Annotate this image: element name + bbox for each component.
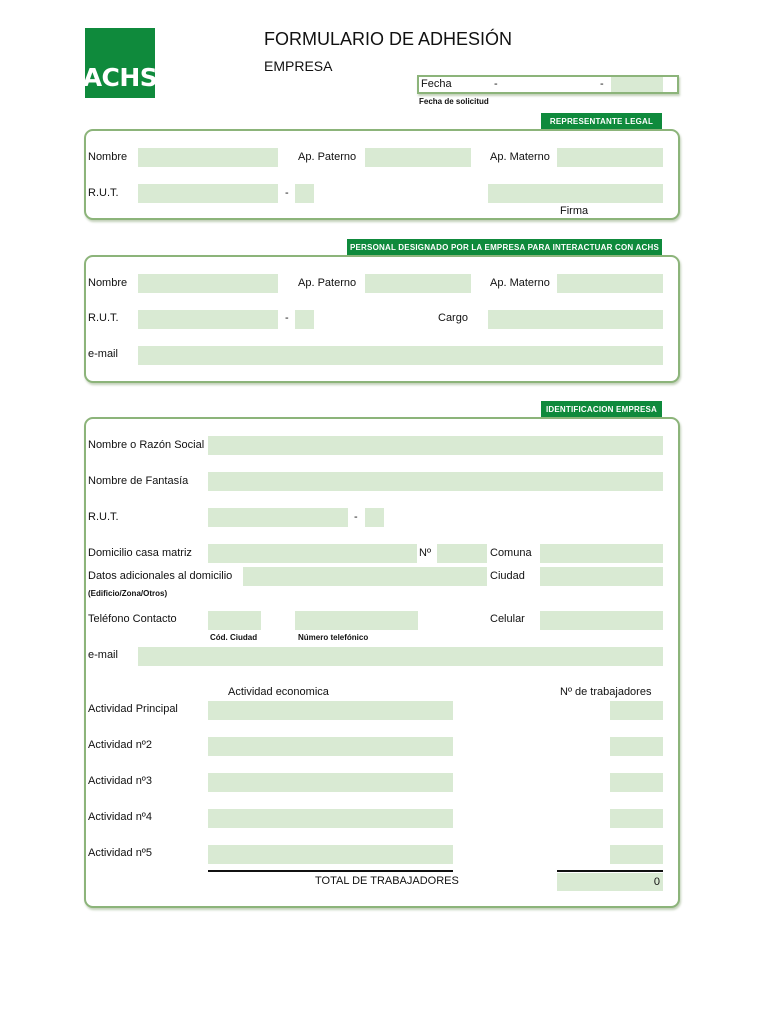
company-cod-ciudad-input[interactable] (208, 611, 261, 630)
company-comuna-input[interactable] (540, 544, 663, 563)
contact-email-label: e-mail (88, 348, 118, 360)
contact-tag: PERSONAL DESIGNADO POR LA EMPRESA PARA INTERACTUAR CON ACHS (347, 239, 662, 255)
company-comuna-label: Comuna (490, 547, 532, 559)
activity-label: Actividad Principal (88, 703, 178, 715)
company-domicilio-label: Domicilio casa matriz (88, 547, 192, 559)
contact-materno-label: Ap. Materno (490, 277, 550, 289)
company-ciudad-input[interactable] (540, 567, 663, 586)
legal-rep-rut-label: R.U.T. (88, 187, 119, 199)
contact-name-input[interactable] (138, 274, 278, 293)
date-day-input[interactable] (459, 77, 493, 94)
company-email-label: e-mail (88, 649, 118, 661)
contact-cargo-label: Cargo (438, 312, 468, 324)
company-numero-tel-label: Número telefónico (298, 633, 369, 642)
activity-input[interactable] (208, 845, 453, 864)
legal-rep-panel (84, 129, 680, 220)
legal-rep-materno-input[interactable] (557, 148, 663, 167)
company-razon-label: Nombre o Razón Social (88, 439, 205, 451)
legal-rep-rut-input[interactable] (138, 184, 278, 203)
company-datos-label: Datos adicionales al domicilio (88, 570, 233, 582)
company-razon-input[interactable] (208, 436, 663, 455)
contact-rut-input[interactable] (138, 310, 278, 329)
activity-label: Actividad nº5 (88, 847, 152, 859)
workers-input[interactable] (610, 845, 663, 864)
activity-column-header: Actividad economica (228, 686, 329, 698)
total-workers-value: 0 (557, 873, 663, 891)
company-telefono-label: Teléfono Contacto (88, 613, 177, 625)
legal-rep-materno-label: Ap. Materno (490, 151, 550, 163)
company-cod-ciudad-label: Cód. Ciudad (210, 633, 258, 642)
legal-rep-paterno-input[interactable] (365, 148, 471, 167)
date-year-input[interactable] (611, 77, 663, 92)
total-label: TOTAL DE TRABAJADORES (315, 875, 459, 887)
company-telefono-input[interactable] (295, 611, 418, 630)
contact-email-input[interactable] (138, 346, 663, 365)
legal-rep-name-input[interactable] (138, 148, 278, 167)
contact-name-label: Nombre (88, 277, 128, 289)
company-datos-hint: (Edificio/Zona/Otros) (88, 589, 168, 598)
form-title: FORMULARIO DE ADHESIÓN (264, 29, 513, 49)
legal-rep-firma-input[interactable] (488, 184, 663, 203)
date-separator-1: - (494, 78, 498, 90)
activity-label: Actividad nº2 (88, 739, 152, 751)
company-email-input[interactable] (138, 647, 663, 666)
legal-rep-firma-label: Firma (560, 205, 589, 217)
workers-column-header: Nº de trabajadores (560, 686, 652, 698)
form-subtitle: EMPRESA (264, 58, 333, 74)
total-rule-right (557, 870, 663, 872)
contact-cargo-input[interactable] (488, 310, 663, 329)
logo-text: ACHS (82, 63, 158, 92)
contact-paterno-input[interactable] (365, 274, 471, 293)
total-rule-left (208, 870, 453, 872)
company-numero-input[interactable] (437, 544, 487, 563)
date-box (417, 75, 679, 94)
company-rut-dv-input[interactable] (365, 508, 384, 527)
activity-input[interactable] (208, 809, 453, 828)
date-separator-2: - (600, 78, 604, 90)
workers-input[interactable] (610, 701, 663, 720)
legal-rep-paterno-label: Ap. Paterno (298, 151, 357, 163)
company-domicilio-input[interactable] (208, 544, 417, 563)
contact-rut-dv-input[interactable] (295, 310, 314, 329)
date-month-input[interactable] (511, 77, 600, 94)
company-datos-input[interactable] (243, 567, 487, 586)
activity-input[interactable] (208, 773, 453, 792)
contact-rut-dash: - (285, 312, 289, 324)
activity-input[interactable] (208, 701, 453, 720)
company-ciudad-label: Ciudad (490, 570, 525, 582)
activity-input[interactable] (208, 737, 453, 756)
company-rut-input[interactable] (208, 508, 348, 527)
date-label: Fecha (421, 78, 452, 90)
activity-label: Actividad nº3 (88, 775, 152, 787)
legal-rep-tag: REPRESENTANTE LEGAL (541, 113, 662, 129)
workers-input[interactable] (610, 737, 663, 756)
workers-input[interactable] (610, 809, 663, 828)
company-celular-input[interactable] (540, 611, 663, 630)
company-tag: IDENTIFICACION EMPRESA (541, 401, 662, 417)
workers-input[interactable] (610, 773, 663, 792)
contact-materno-input[interactable] (557, 274, 663, 293)
activity-label: Actividad nº4 (88, 811, 152, 823)
company-rut-dash: - (354, 511, 358, 523)
company-fantasia-label: Nombre de Fantasía (88, 475, 189, 487)
company-celular-label: Celular (490, 613, 525, 625)
contact-rut-label: R.U.T. (88, 312, 119, 324)
date-caption: Fecha de solicitud (419, 97, 489, 106)
company-rut-label: R.U.T. (88, 511, 119, 523)
legal-rep-name-label: Nombre (88, 151, 128, 163)
company-numero-label: Nº (419, 547, 431, 559)
achs-logo (82, 28, 158, 98)
company-fantasia-input[interactable] (208, 472, 663, 491)
legal-rep-rut-dash: - (285, 187, 289, 199)
legal-rep-rut-dv-input[interactable] (295, 184, 314, 203)
contact-paterno-label: Ap. Paterno (298, 277, 357, 289)
